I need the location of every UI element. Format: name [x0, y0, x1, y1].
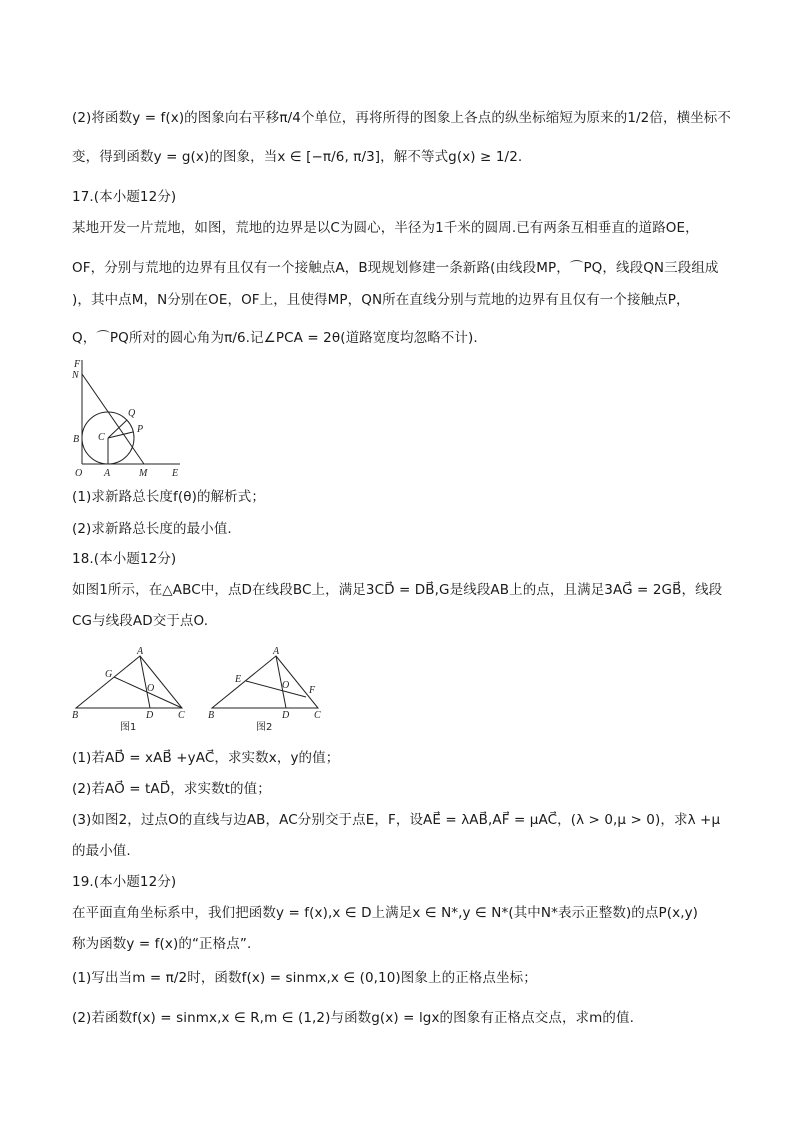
fig2-label-B: B — [208, 710, 215, 721]
text-line: OF，分别与荒地的边界有且仅有一个接触点A，B现规划修建一条新路(由线段MP，⌒PQ，线段QN三段组成 — [72, 260, 719, 276]
fig1-label-D: D — [146, 710, 154, 721]
text-line: CG与线段AD交于点O. — [72, 613, 209, 629]
text-line: 在平面直角坐标系中，我们把函数y = f(x),x ∈ D上满足x ∈ N*,y ∈ N*(其中N*表示正整数)的点P(x,y) — [72, 905, 699, 921]
text-line: Q，⌒PQ所对的圆心角为π/6.记∠PCA = 2θ(道路宽度均忽略不计). — [72, 330, 478, 346]
fig2-label-F: F — [309, 685, 316, 696]
label-B: B — [73, 434, 80, 445]
label-M: M — [139, 468, 148, 478]
text-line: 某地开发一片荒地，如图，荒地的边界是以C为圆心，半径为1千米的圆周.已有两条互相垂直的道路OE， — [72, 220, 699, 236]
fig1-label-A: A — [137, 646, 144, 657]
figure-17 — [70, 356, 190, 478]
fig1-label-C: C — [178, 710, 185, 721]
fig1-label-G: G — [105, 669, 113, 680]
label-F: F — [74, 359, 81, 370]
figure-18 — [70, 644, 340, 732]
fig2-label-A: A — [273, 646, 280, 657]
label-P: P — [137, 424, 144, 435]
fig1-label-B: B — [72, 710, 79, 721]
fig1-caption: 图1 — [120, 722, 137, 732]
text-line: (1)若AD⃗ = xAB⃗ +yAC⃗，求实数x，y的值； — [72, 750, 340, 766]
text-line: 称为函数y = f(x)的“正格点”. — [72, 936, 252, 952]
fig2-label-D: D — [282, 710, 290, 721]
fig2-label-C: C — [314, 710, 321, 721]
label-C: C — [98, 432, 105, 443]
label-O: O — [75, 468, 83, 478]
text-line: 如图1所示，在△ABC中，点D在线段BC上，满足3CD⃗ = DB⃗,G是线段AB上的点，且满足3AG⃗ = 2GB⃗，线段 — [72, 582, 723, 598]
label-N: N — [72, 370, 79, 381]
text-line: (2)求新路总长度的最小值. — [72, 521, 232, 537]
problem-19-heading: 19.(本小题12分) — [72, 874, 177, 890]
text-line: (2)将函数y = f(x)的图象向右平移π/4个单位，再将所得的图象上各点的纵坐标缩短为原来的1/2倍，横坐标不 — [72, 110, 731, 126]
fig2-caption: 图2 — [256, 722, 273, 732]
label-Q: Q — [128, 408, 136, 419]
label-E: E — [172, 468, 179, 478]
text-line: (2)若AO⃗ = tAD⃗，求实数t的值； — [72, 781, 271, 797]
text-line: (1)求新路总长度f(θ)的解析式； — [72, 489, 265, 505]
text-line: (1)写出当m = π/2时，函数f(x) = sinmx,x ∈ (0,10)图象上的正格点坐标； — [72, 970, 537, 986]
problem-17-heading: 17.(本小题12分) — [72, 189, 177, 205]
fig2-label-O: O — [282, 680, 290, 691]
label-A: A — [104, 468, 111, 478]
text-line: (3)如图2，过点O的直线与边AB，AC分别交于点E，F，设AE⃗ = λAB⃗,AF⃗ = μAC⃗，(λ > 0,μ > 0)，求λ +μ — [72, 812, 721, 828]
text-line: 变，得到函数y = g(x)的图象，当x ∈ [−π/6, π/3]，解不等式g(x) ≥ 1/2. — [72, 149, 523, 165]
text-line: (2)若函数f(x) = sinmx,x ∈ R,m ∈ (1,2)与函数g(x) = lgx的图象有正格点交点，求m的值. — [72, 1010, 634, 1026]
fig1-label-O: O — [147, 683, 155, 694]
text-line: )，其中点M，N分别在OE，OF上，且使得MP，QN所在直线分别与荒地的边界有且仅有一个接触点P， — [72, 292, 690, 308]
fig2-label-E: E — [235, 674, 242, 685]
problem-18-heading: 18.(本小题12分) — [72, 551, 177, 567]
text-line: 的最小值. — [72, 843, 131, 859]
